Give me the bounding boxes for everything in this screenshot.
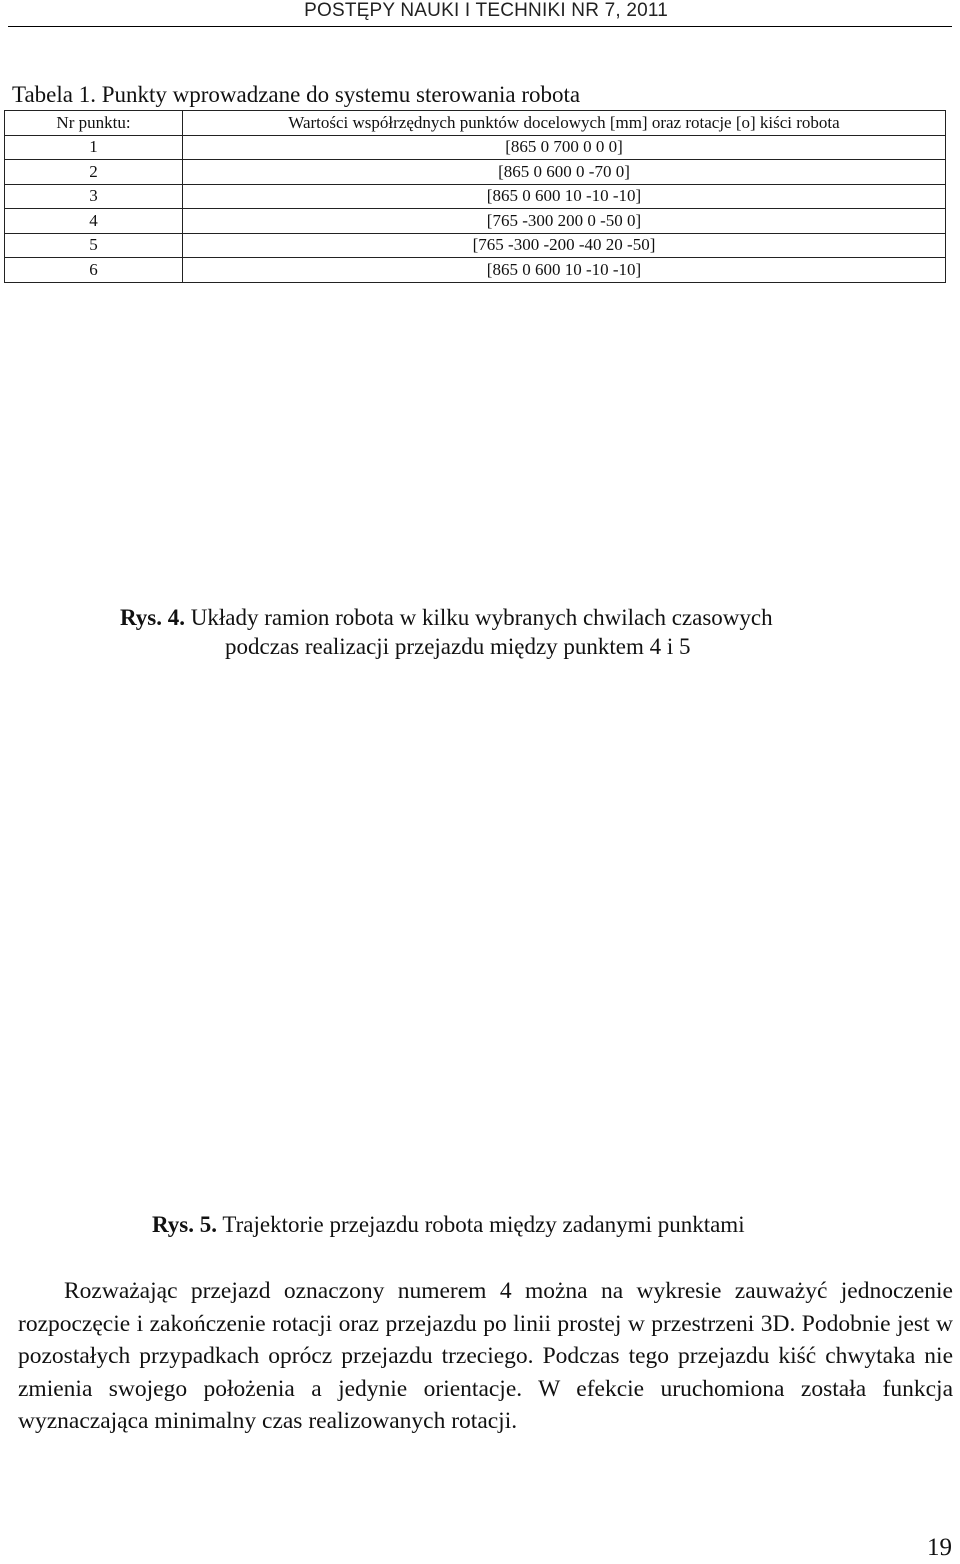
point-number-cell: 3: [5, 184, 183, 209]
figure-4-caption-line2: podczas realizacji przejazdu między punktem 4 i 5: [225, 634, 691, 659]
figure-4-image-area: [20, 300, 940, 580]
coordinates-cell: [865 0 600 0 -70 0]: [183, 160, 946, 185]
figure-5-caption: [152, 1210, 745, 1239]
coordinates-cell: [765 -300 -200 -40 20 -50]: [183, 233, 946, 258]
point-number-cell: 6: [5, 258, 183, 283]
coordinates-cell: [765 -300 200 0 -50 0]: [183, 209, 946, 234]
table-row: [5, 184, 946, 209]
table-row: [5, 233, 946, 258]
page-number: 19: [927, 1534, 952, 1561]
table-header-row: [5, 111, 946, 136]
coordinates-cell: [865 0 600 10 -10 -10]: [183, 258, 946, 283]
table-row: [5, 160, 946, 185]
points-table: [4, 110, 946, 283]
column-header-point-number: Nr punktu:: [5, 111, 183, 136]
header-rule: [8, 26, 952, 27]
coordinates-cell: [865 0 600 10 -10 -10]: [183, 184, 946, 209]
figure-5-image-area: [20, 680, 940, 1180]
figure-4-caption: [120, 603, 773, 632]
figure-4-label: Rys. 4.: [120, 605, 186, 630]
body-text: [18, 1275, 953, 1438]
point-number-cell: 4: [5, 209, 183, 234]
table-row: [5, 135, 946, 160]
column-header-coordinates: Wartości współrzędnych punktów docelowych [mm] oraz rotacje [o] kiści robota: [183, 111, 946, 136]
point-number-cell: 5: [5, 233, 183, 258]
point-number-cell: 2: [5, 160, 183, 185]
figure-5-label: Rys. 5.: [152, 1212, 218, 1237]
point-number-cell: 1: [5, 135, 183, 160]
journal-header: POSTĘPY NAUKI I TECHNIKI NR 7, 2011: [304, 0, 668, 21]
figure-4-caption-text: Układy ramion robota w kilku wybranych chwilach czasowych: [190, 605, 773, 630]
table-caption: Tabela 1. Punkty wprowadzane do systemu sterowania robota: [12, 82, 581, 107]
figure-5-caption-text: Trajektorie przejazdu robota między zadanymi punktami: [222, 1212, 745, 1237]
coordinates-cell: [865 0 700 0 0 0]: [183, 135, 946, 160]
table-row: [5, 258, 946, 283]
body-paragraph: Rozważając przejazd oznaczony numerem 4 można na wykresie zauważyć jednoczenie rozpoczęcie i zakończenie rotacji oraz przejazdu po linii prostej w przestrzeni 3D. Podobnie jest w pozostałych przypadkach oprócz przejazdu trzeciego. Podczas tego przejazdu kiść chwytaka nie zmienia swojego położenia a jedynie orientacje. W efekcie uruchomiona została funkcja wyznaczająca minimalny czas realizowanych rotacji.: [18, 1278, 953, 1435]
table-row: [5, 209, 946, 234]
